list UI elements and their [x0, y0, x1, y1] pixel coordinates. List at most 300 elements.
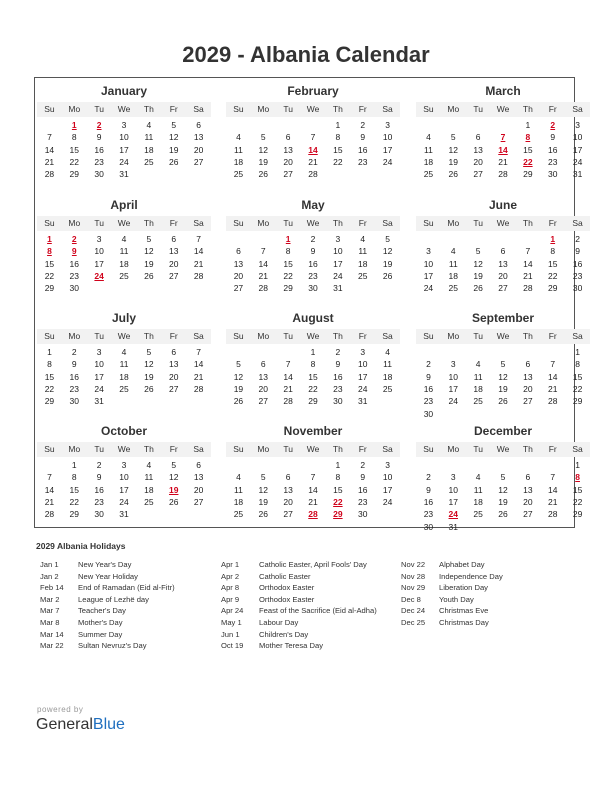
day-cell: 30 — [547, 169, 558, 180]
day-cell: 28 — [44, 169, 55, 180]
day-cell: 1 — [335, 120, 341, 130]
day-cell: 15 — [44, 371, 55, 382]
holiday-item — [40, 630, 220, 642]
day-cell: 2 — [310, 234, 316, 244]
weekday-label: Tu — [283, 331, 293, 341]
holiday-name: Summer Day — [78, 629, 123, 639]
holiday-day: 14 — [308, 144, 318, 155]
holiday-date: Mar 14 — [40, 629, 64, 639]
holiday-date: Apr 24 — [221, 606, 244, 616]
day-cell: 23 — [423, 509, 434, 520]
day-cell: 17 — [423, 270, 434, 281]
day-cell: 24 — [382, 156, 393, 167]
day-cell: 5 — [146, 234, 152, 244]
holiday-day: 1 — [71, 120, 77, 130]
day-cell: 26 — [448, 169, 459, 180]
weekday-label: We — [306, 444, 320, 454]
day-cell: 22 — [69, 156, 80, 167]
month-name: November — [283, 424, 343, 438]
day-cell: 10 — [94, 246, 104, 257]
holiday-date: Nov 28 — [401, 571, 426, 581]
weekday-label: Tu — [94, 444, 104, 454]
day-cell: 20 — [168, 371, 179, 382]
holiday-date: Apr 1 — [221, 560, 240, 569]
weekday-label: Fr — [169, 331, 178, 341]
day-cell: 27 — [233, 283, 244, 294]
holiday-day: 2 — [96, 120, 102, 130]
day-cell: 19 — [473, 270, 483, 281]
holiday-date: Nov 29 — [401, 583, 426, 593]
day-cell: 5 — [171, 460, 177, 470]
day-cell: 18 — [357, 258, 368, 269]
day-cell: 29 — [547, 283, 558, 294]
day-cell: 9 — [96, 472, 102, 483]
day-cell: 22 — [283, 270, 293, 281]
day-cell: 24 — [333, 270, 343, 281]
day-cell: 13 — [168, 246, 179, 257]
weekday-label: We — [496, 444, 510, 454]
day-cell: 26 — [233, 396, 244, 407]
day-cell: 26 — [498, 396, 508, 407]
month-october — [37, 424, 211, 534]
day-cell: 27 — [283, 509, 293, 520]
day-cell: 25 — [233, 169, 244, 180]
day-cell: 25 — [144, 496, 154, 507]
weekday-label: Th — [522, 218, 533, 228]
day-cell: 1 — [310, 347, 316, 357]
day-cell: 18 — [473, 383, 483, 394]
day-cell: 9 — [575, 246, 580, 257]
holiday-name: Independence Day — [439, 571, 503, 581]
day-cell: 25 — [448, 283, 459, 294]
day-cell: 26 — [382, 270, 393, 281]
day-cell: 3 — [121, 120, 127, 130]
day-cell: 9 — [360, 472, 366, 483]
weekday-label: Sa — [382, 104, 393, 114]
day-cell: 9 — [310, 246, 316, 257]
day-cell: 21 — [193, 258, 204, 269]
day-cell: 3 — [385, 120, 390, 130]
weekday-label: Fr — [169, 444, 178, 454]
weekday-label: Mo — [68, 331, 81, 341]
holiday-item — [401, 618, 581, 630]
day-cell: 7 — [47, 132, 52, 143]
day-cell: 29 — [69, 509, 80, 520]
month-name: July — [111, 311, 136, 325]
holiday-day: 22 — [333, 496, 343, 507]
day-cell: 4 — [450, 246, 456, 257]
day-cell: 5 — [500, 472, 506, 483]
page-title: 2029 - Albania Calendar — [182, 42, 430, 67]
day-cell: 8 — [71, 472, 77, 483]
day-cell: 8 — [575, 359, 580, 370]
month-name: February — [287, 84, 339, 98]
day-cell: 24 — [382, 496, 393, 507]
day-cell: 14 — [44, 484, 55, 495]
month-name: January — [100, 84, 148, 98]
day-cell: 13 — [233, 258, 244, 269]
day-cell: 10 — [448, 371, 459, 382]
weekday-label: Tu — [473, 331, 483, 341]
weekday-label: Sa — [572, 331, 583, 341]
day-cell: 14 — [193, 359, 204, 370]
weekday-label: Fr — [358, 444, 367, 454]
day-cell: 28 — [547, 509, 558, 520]
weekday-label: Tu — [473, 218, 483, 228]
month-name: April — [110, 198, 138, 212]
day-cell: 22 — [572, 496, 583, 507]
holiday-item — [40, 583, 220, 595]
day-cell: 9 — [96, 132, 102, 143]
day-cell: 3 — [96, 347, 102, 357]
weekday-label: Th — [522, 444, 533, 454]
month-june — [416, 198, 590, 308]
weekday-label: Th — [143, 444, 154, 454]
day-cell: 29 — [523, 169, 533, 180]
day-cell: 1 — [575, 460, 580, 470]
day-cell: 6 — [285, 132, 291, 143]
day-cell: 11 — [473, 484, 483, 495]
day-cell: 28 — [44, 509, 55, 520]
holiday-item — [221, 583, 401, 595]
weekday-label: Sa — [572, 104, 583, 114]
holiday-item — [221, 560, 401, 572]
day-cell: 24 — [119, 496, 129, 507]
holiday-day: 2 — [550, 120, 556, 130]
weekday-label: Fr — [358, 104, 367, 114]
weekday-label: Th — [332, 104, 343, 114]
day-cell: 15 — [572, 371, 583, 382]
weekday-label: Mo — [68, 218, 81, 228]
holiday-date: Mar 8 — [40, 617, 60, 627]
day-cell: 15 — [523, 144, 533, 155]
holiday-date: Nov 22 — [401, 560, 426, 569]
day-cell: 12 — [498, 484, 508, 495]
day-cell: 30 — [572, 283, 583, 294]
day-cell: 14 — [44, 144, 55, 155]
day-cell: 15 — [69, 144, 80, 155]
day-cell: 17 — [448, 383, 459, 394]
day-cell: 7 — [260, 246, 266, 257]
day-cell: 5 — [385, 234, 390, 244]
day-cell: 13 — [168, 359, 179, 370]
holiday-date: Apr 8 — [221, 583, 240, 593]
day-cell: 24 — [572, 156, 583, 167]
weekday-label: Su — [423, 218, 434, 228]
day-cell: 16 — [423, 496, 434, 507]
day-cell: 20 — [193, 144, 204, 155]
day-cell: 18 — [233, 496, 244, 507]
day-cell: 16 — [94, 144, 104, 155]
day-cell: 6 — [171, 347, 177, 357]
day-cell: 29 — [44, 283, 55, 294]
holiday-day: 7 — [500, 132, 506, 143]
holiday-item — [401, 595, 581, 607]
day-cell: 16 — [423, 383, 434, 394]
weekday-header — [226, 329, 400, 344]
holiday-day: 29 — [333, 509, 343, 520]
day-cell: 20 — [473, 156, 483, 167]
day-cell: 27 — [473, 169, 483, 180]
month-name: December — [473, 424, 533, 438]
holiday-name: Mother Teresa Day — [259, 641, 324, 651]
day-cell: 11 — [234, 144, 243, 155]
holiday-date: Dec 8 — [401, 594, 421, 604]
weekday-label: Tu — [94, 218, 104, 228]
holiday-item — [221, 630, 401, 642]
day-cell: 21 — [44, 496, 55, 507]
day-cell: 30 — [94, 509, 104, 520]
day-cell: 6 — [475, 132, 481, 143]
weekday-label: Sa — [193, 218, 204, 228]
day-cell: 28 — [498, 169, 508, 180]
day-cell: 24 — [357, 383, 368, 394]
day-cell: 18 — [448, 270, 459, 281]
day-cell: 16 — [69, 258, 80, 269]
month-name: August — [292, 311, 334, 325]
day-cell: 10 — [119, 472, 129, 483]
holiday-day: 8 — [47, 246, 52, 257]
day-cell: 31 — [119, 509, 129, 520]
day-cell: 22 — [547, 270, 558, 281]
day-cell: 11 — [473, 371, 483, 382]
day-cell: 24 — [119, 156, 129, 167]
day-cell: 8 — [47, 359, 52, 370]
holiday-date: May 1 — [221, 617, 242, 627]
holiday-item — [221, 572, 401, 584]
day-cell: 10 — [119, 132, 129, 143]
day-cell: 8 — [550, 246, 556, 257]
holiday-item — [401, 606, 581, 618]
holiday-name: Alphabet Day — [439, 560, 485, 569]
day-cell: 30 — [69, 396, 80, 407]
day-cell: 17 — [94, 371, 104, 382]
day-cell: 5 — [146, 347, 152, 357]
day-cell: 17 — [572, 144, 583, 155]
day-cell: 7 — [310, 132, 316, 143]
weekday-label: Su — [233, 444, 244, 454]
day-cell: 8 — [310, 359, 316, 370]
day-cell: 27 — [283, 169, 293, 180]
holiday-name: Christmas Eve — [439, 606, 489, 616]
day-cell: 19 — [144, 258, 154, 269]
day-cell: 23 — [333, 383, 343, 394]
day-cell: 4 — [475, 472, 481, 483]
day-cell: 20 — [498, 270, 508, 281]
day-cell: 13 — [193, 132, 204, 143]
day-cell: 6 — [196, 460, 201, 470]
day-cell: 14 — [283, 371, 293, 382]
day-cell: 12 — [144, 359, 154, 370]
day-cell: 3 — [335, 234, 341, 244]
generalblue-logo — [36, 716, 125, 734]
day-cell: 25 — [473, 509, 483, 520]
weekday-label: Su — [44, 331, 55, 341]
holiday-item — [40, 641, 220, 653]
day-cell: 7 — [525, 246, 531, 257]
day-cell: 18 — [233, 156, 244, 167]
day-cell: 25 — [233, 509, 244, 520]
day-cell: 17 — [333, 258, 343, 269]
weekday-header — [416, 442, 590, 457]
weekday-label: Mo — [447, 104, 460, 114]
day-cell: 30 — [333, 396, 343, 407]
day-cell: 30 — [308, 283, 318, 294]
day-cell: 16 — [547, 144, 558, 155]
day-cell: 19 — [258, 156, 269, 167]
weekday-label: Fr — [358, 218, 367, 228]
day-cell: 1 — [575, 347, 580, 357]
holiday-column — [221, 560, 401, 653]
day-cell: 27 — [258, 396, 269, 407]
day-cell: 17 — [119, 484, 129, 495]
holiday-item — [40, 595, 220, 607]
day-cell: 4 — [385, 347, 390, 357]
day-cell: 9 — [426, 371, 431, 382]
weekday-label: Su — [44, 444, 55, 454]
day-cell: 13 — [498, 258, 508, 269]
weekday-label: Th — [143, 104, 154, 114]
day-cell: 23 — [547, 156, 558, 167]
day-cell: 5 — [171, 120, 177, 130]
day-cell: 19 — [448, 156, 459, 167]
day-cell: 10 — [94, 359, 104, 370]
day-cell: 11 — [383, 359, 392, 370]
holiday-date: Dec 24 — [401, 606, 426, 616]
day-cell: 5 — [500, 359, 506, 370]
day-cell: 22 — [44, 270, 55, 281]
weekday-label: Su — [44, 218, 55, 228]
day-cell: 23 — [94, 156, 104, 167]
day-cell: 18 — [423, 156, 434, 167]
day-cell: 16 — [357, 484, 368, 495]
day-cell: 12 — [168, 472, 179, 483]
holiday-name: End of Ramadan (Eid al-Fitr) — [78, 583, 175, 593]
weekday-header — [416, 216, 590, 231]
weekday-label: Fr — [548, 444, 557, 454]
holiday-name: Catholic Easter — [259, 571, 311, 581]
day-cell: 18 — [119, 371, 129, 382]
day-cell: 9 — [71, 359, 77, 370]
weekday-label: Mo — [447, 218, 460, 228]
day-cell: 18 — [119, 258, 129, 269]
holiday-day: 19 — [168, 484, 179, 495]
day-cell: 18 — [144, 144, 154, 155]
weekday-label: Su — [423, 331, 434, 341]
month-name: September — [471, 311, 535, 325]
day-cell: 21 — [308, 496, 318, 507]
day-cell: 22 — [69, 496, 80, 507]
holiday-item — [221, 606, 401, 618]
weekday-label: Mo — [68, 444, 81, 454]
day-cell: 29 — [283, 283, 293, 294]
weekday-label: Th — [143, 331, 154, 341]
weekday-label: Sa — [193, 104, 204, 114]
holiday-day: 8 — [525, 132, 531, 143]
day-cell: 11 — [144, 472, 154, 483]
day-cell: 29 — [572, 509, 583, 520]
day-cell: 10 — [357, 359, 368, 370]
holiday-day: 22 — [523, 156, 533, 167]
day-cell: 29 — [308, 396, 318, 407]
weekday-label: Tu — [283, 444, 293, 454]
day-cell: 27 — [193, 496, 204, 507]
weekday-label: Su — [423, 444, 434, 454]
day-cell: 16 — [572, 258, 583, 269]
day-cell: 11 — [119, 246, 129, 257]
day-cell: 4 — [236, 132, 241, 143]
day-cell: 23 — [357, 496, 368, 507]
weekday-label: We — [117, 331, 131, 341]
day-cell: 21 — [547, 496, 558, 507]
day-cell: 20 — [523, 496, 533, 507]
weekday-label: Tu — [473, 104, 483, 114]
holiday-day: 2 — [71, 234, 77, 244]
day-cell: 2 — [335, 347, 341, 357]
day-cell: 18 — [382, 371, 393, 382]
day-cell: 23 — [423, 396, 434, 407]
day-cell: 1 — [71, 460, 77, 470]
day-cell: 13 — [473, 144, 483, 155]
day-cell: 17 — [382, 144, 393, 155]
holiday-item — [401, 583, 581, 595]
day-cell: 13 — [283, 484, 293, 495]
weekday-label: Tu — [283, 104, 293, 114]
holidays-title: 2029 Albania Holidays — [36, 541, 126, 551]
day-cell: 15 — [333, 144, 343, 155]
weekday-label: Mo — [257, 218, 270, 228]
day-cell: 14 — [523, 258, 533, 269]
day-cell: 26 — [144, 270, 154, 281]
day-cell: 12 — [233, 371, 244, 382]
day-cell: 4 — [360, 234, 366, 244]
brand-general: General — [36, 716, 93, 733]
day-cell: 2 — [360, 460, 366, 470]
weekday-label: Sa — [193, 444, 204, 454]
day-cell: 28 — [258, 283, 269, 294]
day-cell: 6 — [525, 359, 531, 370]
day-cell: 3 — [360, 347, 366, 357]
month-september — [416, 311, 590, 421]
holiday-date: Oct 19 — [221, 641, 244, 651]
day-cell: 24 — [94, 383, 104, 394]
day-cell: 3 — [450, 472, 456, 483]
day-cell: 25 — [119, 270, 129, 281]
day-cell: 10 — [382, 132, 393, 143]
day-cell: 5 — [450, 132, 456, 143]
holiday-item — [221, 641, 401, 653]
day-cell: 15 — [308, 371, 318, 382]
holiday-name: Sultan Nevruz's Day — [78, 641, 147, 651]
day-cell: 1 — [525, 120, 531, 130]
day-cell: 20 — [168, 258, 179, 269]
weekday-label: Th — [143, 218, 154, 228]
holiday-column — [40, 560, 220, 653]
day-cell: 6 — [285, 472, 291, 483]
day-cell: 28 — [193, 383, 204, 394]
weekday-label: Fr — [548, 104, 557, 114]
holiday-name: Children's Day — [259, 629, 309, 639]
day-cell: 13 — [193, 472, 204, 483]
day-cell: 9 — [335, 359, 341, 370]
day-cell: 10 — [423, 258, 434, 269]
holiday-name: Orthodox Easter — [259, 594, 315, 604]
day-cell: 10 — [382, 472, 393, 483]
day-cell: 6 — [236, 246, 241, 257]
day-cell: 8 — [71, 132, 77, 143]
day-cell: 21 — [258, 270, 269, 281]
day-cell: 10 — [448, 484, 459, 495]
